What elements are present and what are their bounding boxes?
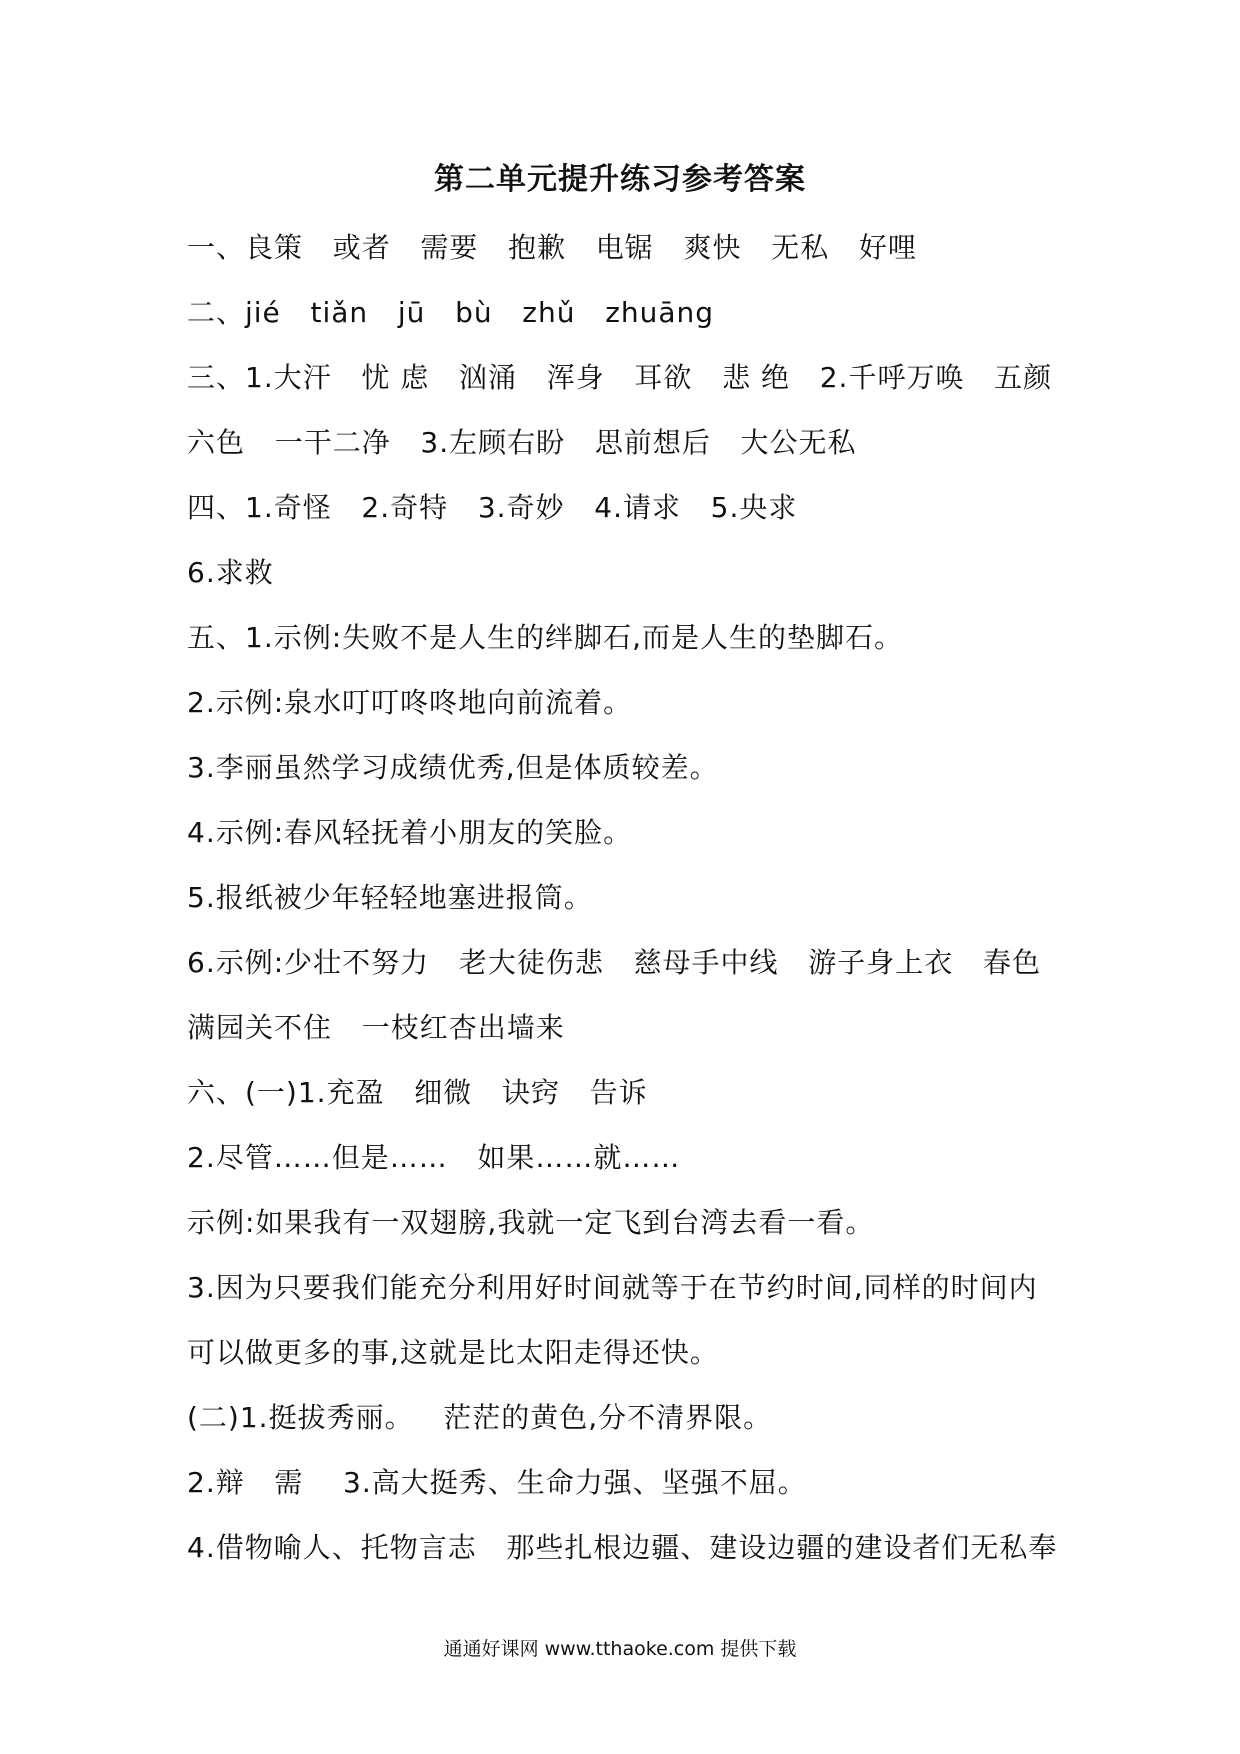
answer-line: 可以做更多的事,这就是比太阳走得还快。: [187, 1336, 719, 1369]
answer-line: 六色 一干二净 3.左顾右盼 思前想后 大公无私: [187, 426, 857, 459]
footer-credit: 通通好课网 www.tthaoke.com 提供下载: [443, 1638, 797, 1660]
answer-line: 一、良策 或者 需要 抱歉 电锯 爽快 无私 好哩: [187, 231, 917, 264]
page-title: 第二单元提升练习参考答案: [434, 162, 806, 197]
answer-line: 2.辩 需 3.高大挺秀、生命力强、坚强不屈。: [187, 1466, 807, 1499]
answer-line: 3.李丽虽然学习成绩优秀,但是体质较差。: [187, 751, 719, 784]
answer-line: 3.因为只要我们能充分利用好时间就等于在节约时间,同样的时间内: [187, 1271, 1038, 1304]
answer-line: 2.示例:泉水叮叮咚咚地向前流着。: [187, 686, 633, 719]
answer-line: 满园关不住 一枝红杏出墙来: [187, 1011, 565, 1044]
answer-line: 五、1.示例:失败不是人生的绊脚石,而是人生的垫脚石。: [187, 621, 904, 654]
answer-line: 2.尽管……但是…… 如果……就……: [187, 1141, 681, 1174]
answer-line: 6.求救: [187, 556, 274, 589]
answer-body: [187, 228, 1067, 1593]
answer-line: 6.示例:少壮不努力 老大徒伤悲 慈母手中线 游子身上衣 春色: [187, 946, 1041, 979]
answer-line: 三、1.大汗 忧 虑 汹涌 浑身 耳欲 悲 绝 2.千呼万唤 五颜: [187, 361, 1053, 394]
answer-line: 4.示例:春风轻抚着小朋友的笑脸。: [187, 816, 633, 849]
answer-line: 5.报纸被少年轻轻地塞进报筒。: [187, 881, 593, 914]
answer-line: 示例:如果我有一双翅膀,我就一定飞到台湾去看一看。: [187, 1206, 875, 1239]
answer-line: 二、jié tiǎn jū bù zhǔ zhuāng: [187, 296, 715, 329]
answer-line: (二)1.挺拔秀丽。 茫茫的黄色,分不清界限。: [187, 1401, 773, 1434]
answer-line: 四、1.奇怪 2.奇特 3.奇妙 4.请求 5.央求: [187, 491, 798, 524]
answer-line: 4.借物喻人、托物言志 那些扎根边疆、建设边疆的建设者们无私奉: [187, 1531, 1058, 1564]
answer-line: 六、(一)1.充盈 细微 诀窍 告诉: [187, 1076, 648, 1109]
